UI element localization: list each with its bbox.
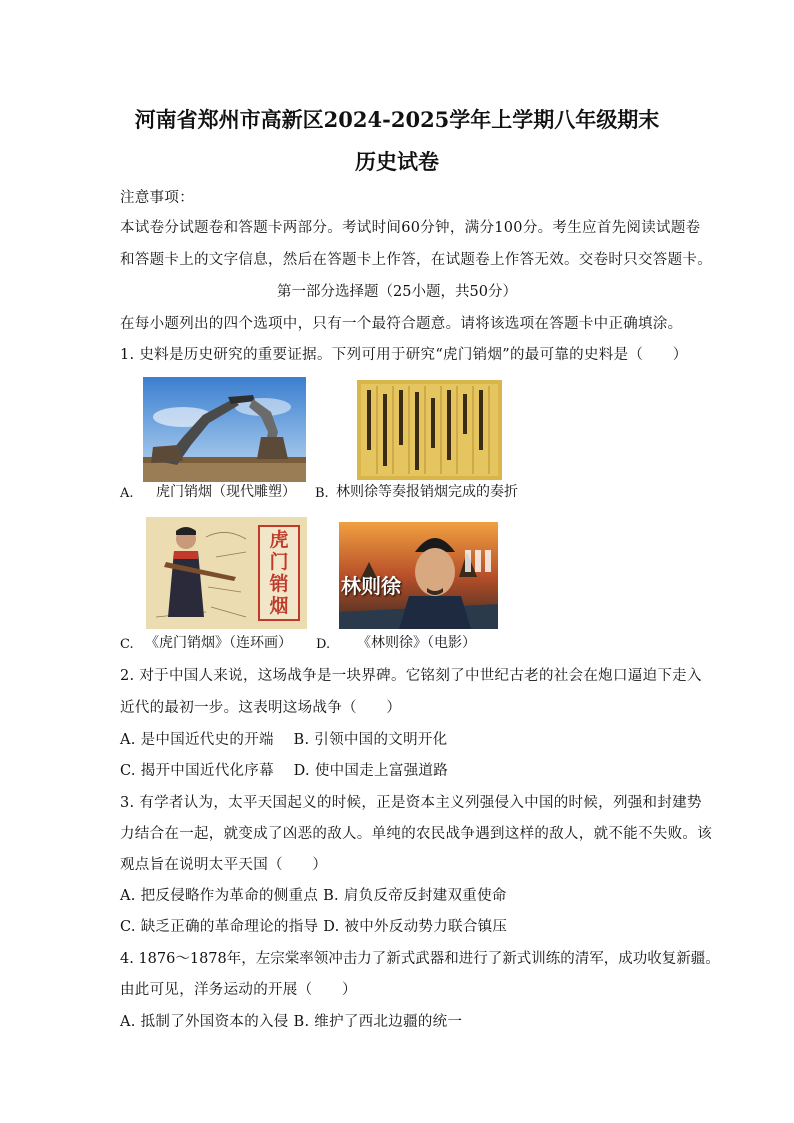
question-options: A. 是中国近代史的开端 B. 引领中国的文明开化: [120, 732, 448, 748]
question-options: A. 把反侵略作为革命的侧重点 B. 肩负反帝反封建双重使命: [120, 888, 507, 904]
notes-heading: 注意事项：: [120, 190, 194, 206]
option-d-caption: 《林则徐》（电影）: [357, 635, 476, 651]
movie-poster-image: [339, 522, 498, 629]
option-c-caption: 《虎门销烟》（连环画）: [145, 635, 292, 651]
comic-title-box: [258, 525, 300, 621]
option-b-caption: 林则徐等奏报销烟完成的奏折: [336, 484, 518, 500]
question-stem: 1. 史料是历史研究的重要证据。下列可用于研究“虎门销烟”的最可靠的史料是（ ）: [120, 347, 688, 363]
movie-title-text: 林则徐: [341, 574, 401, 598]
section-instruction: 在每小题列出的四个选项中，只有一个最符合题意。请将该选项在答题卡中正确填涂。: [120, 316, 683, 332]
notes-line: 本试卷分试题卷和答题卡两部分。考试时间60分钟，满分100分。考生应首先阅读试题卷: [120, 220, 701, 236]
exam-title: 河南省郑州市高新区2024-2025学年上学期八年级期末: [134, 107, 660, 132]
comic-title-text: 虎门销烟: [269, 529, 289, 617]
question-stem: 观点旨在说明太平天国（ ）: [120, 857, 328, 873]
question-stem: 2. 对于中国人来说，这场战争是一块界碑。它铭刻了中世纪古老的社会在炮口逼迫下走入: [120, 668, 702, 684]
sculpture-image: [143, 377, 306, 482]
option-c-letter: C.: [120, 637, 134, 652]
notes-line: 和答题卡上的文字信息，然后在答题卡上作答，在试题卷上作答无效。交卷时只交答题卡。: [120, 252, 712, 268]
option-a-letter: A.: [120, 486, 134, 501]
memorial-document-image: [357, 380, 502, 480]
question-stem: 力结合在一起，就变成了凶恶的敌人。单纯的农民战争遇到这样的敌人，就不能不失败。该: [120, 826, 712, 842]
option-d-letter: D.: [316, 637, 331, 652]
exam-subtitle: 历史试卷: [355, 149, 439, 174]
question-stem: 3. 有学者认为，太平天国起义的时候，正是资本主义列强侵入中国的时候，列强和封建势: [120, 795, 702, 811]
question-stem: 由此可见，洋务运动的开展（ ）: [120, 982, 357, 998]
comic-image: [146, 517, 307, 629]
question-options: C. 揭开中国近代化序幕 D. 使中国走上富强道路: [120, 763, 449, 779]
question-options: C. 缺乏正确的革命理论的指导 D. 被中外反动势力联合镇压: [120, 919, 508, 935]
option-b-letter: B.: [315, 486, 329, 501]
question-stem: 近代的最初一步。这表明这场战争（ ）: [120, 700, 402, 716]
section-heading: 第一部分选择题（25小题，共50分）: [277, 284, 517, 300]
option-a-caption: 虎门销烟（现代雕塑）: [156, 484, 296, 500]
question-options: A. 抵制了外国资本的入侵 B. 维护了西北边疆的统一: [120, 1014, 463, 1030]
question-stem: 4. 1876～1878年，左宗棠率领冲击力了新式武器和进行了新式训练的清军，成功收复新疆。: [120, 951, 720, 967]
